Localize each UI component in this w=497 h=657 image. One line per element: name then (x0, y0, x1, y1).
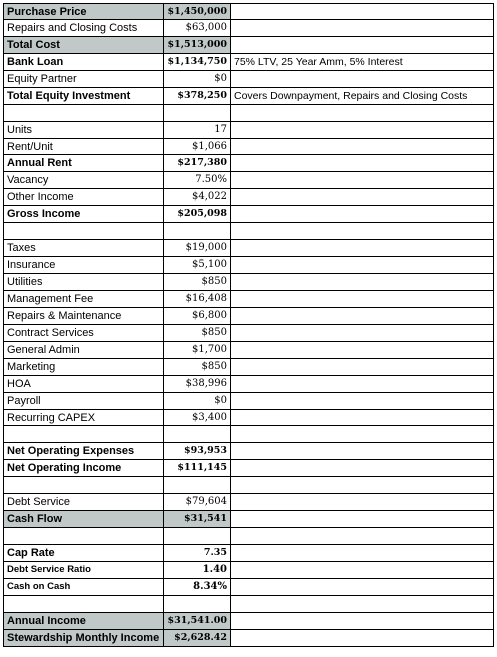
row-note[interactable] (231, 189, 494, 205)
table-row (3, 139, 494, 156)
row-value[interactable]: $1,700 (164, 342, 231, 358)
row-note[interactable] (231, 511, 494, 527)
row-note[interactable] (231, 460, 494, 476)
row-note[interactable] (231, 206, 494, 222)
row-label[interactable]: Total Equity Investment (3, 88, 164, 104)
row-value[interactable]: $1,066 (164, 139, 231, 155)
row-value[interactable]: $1,134,750 (164, 54, 231, 70)
row-value[interactable]: $16,408 (164, 291, 231, 307)
row-note[interactable] (231, 342, 494, 358)
row-note[interactable] (231, 410, 494, 426)
row-note[interactable] (231, 359, 494, 375)
table-row (3, 342, 494, 359)
row-note[interactable] (231, 528, 494, 544)
row-note[interactable] (231, 274, 494, 290)
row-label[interactable]: Insurance (3, 257, 164, 273)
row-label[interactable]: Repairs and Closing Costs (3, 20, 164, 36)
row-label[interactable]: Total Cost (3, 37, 164, 53)
row-value[interactable]: $217,380 (164, 155, 231, 171)
row-note[interactable] (231, 4, 494, 19)
row-value[interactable]: $63,000 (164, 20, 231, 36)
row-note[interactable] (231, 596, 494, 612)
row-label[interactable]: Cash on Cash (3, 579, 164, 595)
row-value[interactable]: $31,541.00 (164, 613, 231, 629)
row-value[interactable]: $378,250 (164, 88, 231, 104)
row-value[interactable]: $38,996 (164, 376, 231, 392)
row-label[interactable]: Annual Rent (3, 155, 164, 171)
row-value[interactable]: 1.40 (164, 562, 231, 578)
table-row (3, 511, 494, 528)
row-label[interactable] (3, 596, 164, 612)
row-label[interactable]: Bank Loan (3, 54, 164, 70)
row-label[interactable]: Stewardship Monthly Income (3, 630, 164, 646)
row-label[interactable]: Marketing (3, 359, 164, 375)
row-label[interactable] (3, 105, 164, 121)
table-row (3, 240, 494, 257)
row-value[interactable] (164, 223, 231, 239)
spreadsheet (3, 3, 494, 647)
row-note[interactable] (231, 240, 494, 256)
row-note[interactable] (231, 613, 494, 629)
table-row (3, 325, 494, 342)
table-row (3, 189, 494, 206)
row-label[interactable]: Taxes (3, 240, 164, 256)
row-value[interactable]: $19,000 (164, 240, 231, 256)
table-row (3, 562, 494, 579)
row-note[interactable] (231, 71, 494, 87)
table-row (3, 71, 494, 88)
row-label[interactable]: Other Income (3, 189, 164, 205)
row-label[interactable]: Rent/Unit (3, 139, 164, 155)
row-note[interactable] (231, 376, 494, 392)
row-label[interactable]: Net Operating Expenses (3, 443, 164, 459)
row-label[interactable]: Equity Partner (3, 71, 164, 87)
row-note[interactable] (231, 630, 494, 646)
row-label[interactable]: Units (3, 122, 164, 138)
row-value[interactable] (164, 426, 231, 442)
row-label[interactable]: Contract Services (3, 325, 164, 341)
table-row (3, 579, 494, 596)
table-row (3, 630, 494, 647)
row-label[interactable]: Recurring CAPEX (3, 410, 164, 426)
row-label[interactable]: Vacancy (3, 172, 164, 188)
table-row (3, 426, 494, 443)
row-value[interactable]: $0 (164, 393, 231, 409)
row-value[interactable]: $1,513,000 (164, 37, 231, 53)
row-note[interactable] (231, 257, 494, 273)
table-row (3, 613, 494, 630)
row-label[interactable] (3, 223, 164, 239)
row-value[interactable]: $850 (164, 359, 231, 375)
row-value[interactable]: 8.34% (164, 579, 231, 595)
row-label[interactable]: Gross Income (3, 206, 164, 222)
row-value[interactable]: 7.35 (164, 545, 231, 561)
row-value[interactable] (164, 528, 231, 544)
row-label[interactable]: Annual Income (3, 613, 164, 629)
row-label[interactable]: HOA (3, 376, 164, 392)
row-label[interactable]: Net Operating Income (3, 460, 164, 476)
row-label[interactable]: Payroll (3, 393, 164, 409)
table-row (3, 477, 494, 494)
row-note[interactable] (231, 155, 494, 171)
table-row (3, 393, 494, 410)
row-value[interactable]: $0 (164, 71, 231, 87)
row-value[interactable]: $2,628.42 (164, 630, 231, 646)
table-row (3, 274, 494, 291)
table-row (3, 206, 494, 223)
row-note[interactable] (231, 122, 494, 138)
table-row (3, 596, 494, 613)
row-value[interactable]: $1,450,000 (164, 4, 231, 19)
table-row (3, 3, 494, 20)
row-label[interactable] (3, 426, 164, 442)
table-row (3, 545, 494, 562)
row-label[interactable]: Debt Service (3, 494, 164, 510)
row-label[interactable] (3, 528, 164, 544)
table-row (3, 20, 494, 37)
row-note[interactable] (231, 105, 494, 121)
row-label[interactable]: Utilities (3, 274, 164, 290)
row-note[interactable] (231, 477, 494, 493)
table-row (3, 528, 494, 545)
row-value[interactable]: $93,953 (164, 443, 231, 459)
row-note[interactable] (231, 139, 494, 155)
table-row (3, 122, 494, 139)
table-row (3, 308, 494, 325)
table-row (3, 172, 494, 189)
row-note[interactable] (231, 172, 494, 188)
row-note[interactable]: Covers Downpayment, Repairs and Closing Costs (231, 88, 494, 104)
row-note[interactable] (231, 291, 494, 307)
row-note[interactable] (231, 579, 494, 595)
row-note[interactable] (231, 443, 494, 459)
table-row (3, 291, 494, 308)
table-row (3, 443, 494, 460)
table-row (3, 37, 494, 54)
table-row (3, 223, 494, 240)
row-value[interactable]: $850 (164, 274, 231, 290)
row-label[interactable] (3, 477, 164, 493)
table-row (3, 460, 494, 477)
row-value[interactable]: $205,098 (164, 206, 231, 222)
row-label[interactable]: Cash Flow (3, 511, 164, 527)
row-note[interactable] (231, 562, 494, 578)
table-row (3, 155, 494, 172)
row-value[interactable] (164, 596, 231, 612)
row-value[interactable]: $79,604 (164, 494, 231, 510)
row-label[interactable]: Management Fee (3, 291, 164, 307)
table-row (3, 410, 494, 427)
row-note[interactable] (231, 494, 494, 510)
row-label[interactable]: Purchase Price (3, 4, 164, 19)
row-note[interactable] (231, 426, 494, 442)
row-value[interactable]: $4,022 (164, 189, 231, 205)
table-row (3, 54, 494, 71)
row-value[interactable]: 7.50% (164, 172, 231, 188)
row-note[interactable] (231, 393, 494, 409)
row-note[interactable] (231, 308, 494, 324)
row-value[interactable]: $3,400 (164, 410, 231, 426)
table-row (3, 105, 494, 122)
row-note[interactable] (231, 37, 494, 53)
row-note[interactable] (231, 325, 494, 341)
row-label[interactable]: Debt Service Ratio (3, 562, 164, 578)
row-value[interactable]: $850 (164, 325, 231, 341)
row-value[interactable]: $31,541 (164, 511, 231, 527)
table-row (3, 359, 494, 376)
row-label[interactable]: Repairs & Maintenance (3, 308, 164, 324)
row-value[interactable] (164, 105, 231, 121)
table-row (3, 494, 494, 511)
row-label[interactable]: General Admin (3, 342, 164, 358)
row-value[interactable] (164, 477, 231, 493)
table-row (3, 257, 494, 274)
table-row (3, 376, 494, 393)
row-value[interactable]: $111,145 (164, 460, 231, 476)
row-value[interactable]: $6,800 (164, 308, 231, 324)
row-note[interactable] (231, 20, 494, 36)
row-label[interactable]: Cap Rate (3, 545, 164, 561)
row-value[interactable]: 17 (164, 122, 231, 138)
table-row (3, 88, 494, 105)
row-note[interactable]: 75% LTV, 25 Year Amm, 5% Interest (231, 54, 494, 70)
row-note[interactable] (231, 223, 494, 239)
row-value[interactable]: $5,100 (164, 257, 231, 273)
row-note[interactable] (231, 545, 494, 561)
